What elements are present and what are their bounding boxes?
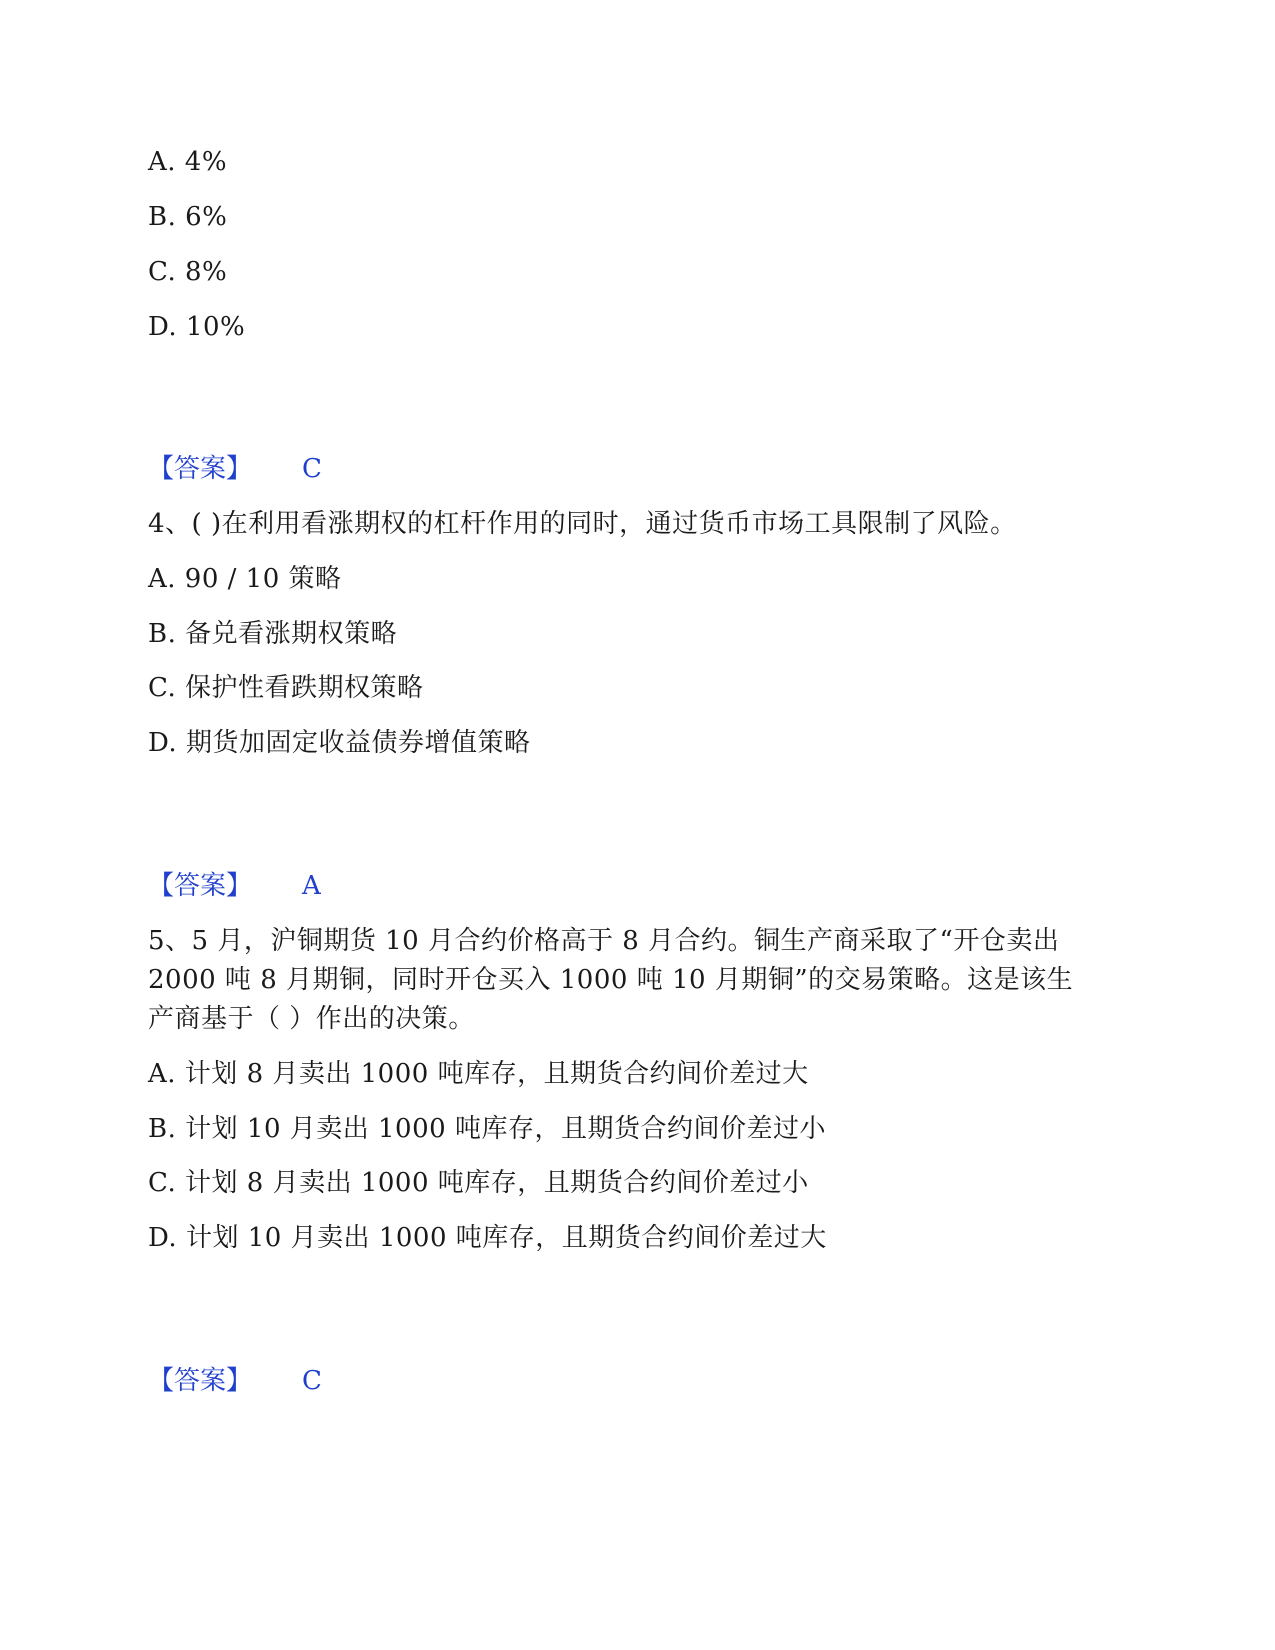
q3-answer (148, 452, 322, 486)
q5-option-b: B. 计划 10 月卖出 1000 吨库存，且期货合约间价差过小 (148, 1114, 826, 1144)
q4-option-c: C. 保护性看跌期权策略 (148, 673, 424, 703)
q5-option-a: A. 计划 8 月卖出 1000 吨库存，且期货合约间价差过大 (148, 1059, 809, 1089)
q5-answer (148, 1364, 322, 1398)
q4-option-b: B. 备兑看涨期权策略 (148, 619, 398, 649)
q5-option-c: C. 计划 8 月卖出 1000 吨库存，且期货合约间价差过小 (148, 1168, 809, 1198)
q3-option-b: B. 6% (148, 202, 228, 232)
answer-label: 【答案】 (148, 1366, 253, 1396)
answer-label: 【答案】 (148, 871, 253, 901)
q3-option-d: D. 10% (148, 312, 246, 342)
q4-stem: 4、( )在利用看涨期权的杠杆作用的同时，通过货币市场工具限制了风险。 (148, 509, 1017, 539)
answer-value: A (302, 871, 321, 901)
q4-option-d: D. 期货加固定收益债券增值策略 (148, 728, 531, 758)
answer-label: 【答案】 (148, 454, 253, 484)
q5-stem-line-2: 2000 吨 8 月期铜，同时开仓买入 1000 吨 10 月期铜”的交易策略。这是该生 (148, 965, 1074, 995)
q5-option-d: D. 计划 10 月卖出 1000 吨库存，且期货合约间价差过大 (148, 1223, 827, 1253)
q4-answer (148, 869, 321, 903)
q5-stem-line-3: 产商基于（ ）作出的决策。 (148, 1004, 475, 1034)
q5-stem-line-1: 5、5 月，沪铜期货 10 月合约价格高于 8 月合约。铜生产商采取了“开仓卖出 (148, 926, 1060, 956)
answer-value: C (302, 1366, 322, 1396)
q4-option-a: A. 90 / 10 策略 (148, 564, 342, 594)
answer-value: C (302, 454, 322, 484)
q3-option-c: C. 8% (148, 257, 228, 287)
q3-option-a: A. 4% (148, 147, 228, 177)
